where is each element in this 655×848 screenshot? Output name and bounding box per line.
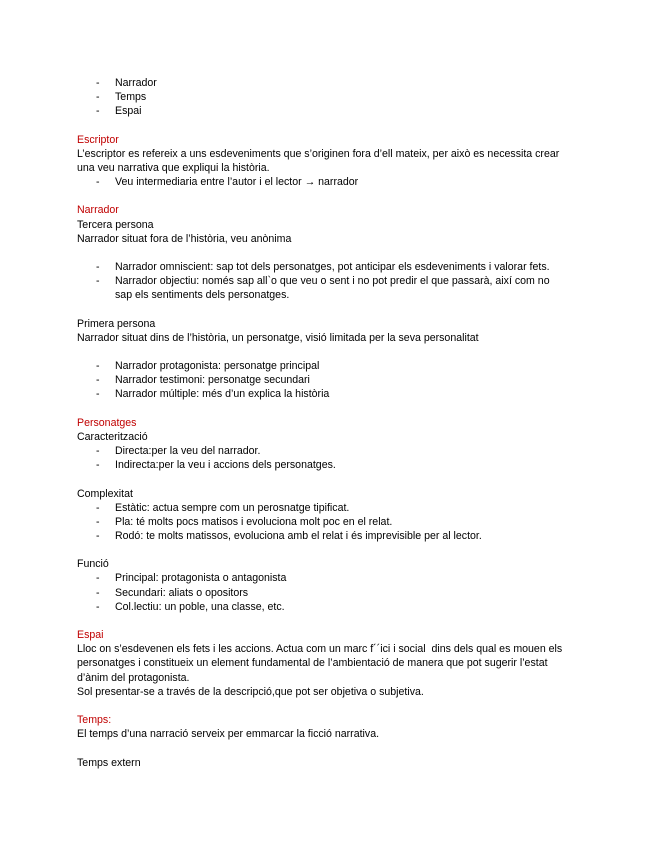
- paragraph-line: una veu narrativa que expliqui la història.: [77, 161, 270, 174]
- paragraph-line: personatges i constitueix un element fundamental de l’ambientació de manera que pot sugerir l’estat: [77, 657, 548, 670]
- spacer: [77, 472, 637, 486]
- list-item-text: Veu intermediaria entre l’autor i el lector → narrador: [115, 176, 359, 189]
- list-marker: -: [96, 530, 100, 542]
- list-item: [77, 458, 637, 472]
- list-item: [77, 501, 637, 515]
- subheading: Caracterització: [77, 430, 148, 443]
- list-item-text: Estàtic: actua sempre com un perosnatge tipificat.: [115, 501, 350, 514]
- list-marker: -: [96, 388, 100, 401]
- list-item: [77, 444, 637, 458]
- spacer: [77, 189, 637, 203]
- paragraph: Sol presentar-se a través de la descripció,que pot ser objetiva o subjetiva.: [77, 685, 424, 698]
- paragraph-line: d’ànim del protagonista.: [77, 671, 190, 684]
- list-item-text: Narrador múltiple: més d’un explica la història: [115, 388, 330, 401]
- list-item: [77, 260, 637, 274]
- spacer: [77, 543, 637, 557]
- spacer: [77, 246, 637, 260]
- list-item: [77, 387, 637, 401]
- list-item: [77, 274, 637, 302]
- list-marker: -: [96, 445, 100, 458]
- list-item-text: Espai: [115, 105, 142, 118]
- list-item: [77, 359, 637, 373]
- intro-list: [77, 76, 637, 118]
- list-item: [77, 586, 637, 600]
- subheading: Primera persona: [77, 317, 156, 330]
- description: Narrador situat dins de l’història, un personatge, visió limitada per la seva personalitat: [77, 331, 479, 344]
- list-item: [77, 104, 637, 118]
- section-personatges: [77, 416, 637, 614]
- list-item-text: Principal: protagonista o antagonista: [115, 572, 287, 585]
- list-marker: -: [96, 105, 100, 118]
- list-item: [77, 373, 637, 387]
- list-marker: -: [96, 459, 100, 472]
- list-marker: -: [96, 374, 100, 387]
- spacer: [77, 345, 637, 359]
- spacer: [77, 614, 637, 628]
- section-heading: Personatges: [77, 416, 137, 429]
- spacer: [77, 118, 637, 132]
- section-narrador: [77, 203, 637, 401]
- list-item: [77, 529, 637, 543]
- list-item: [77, 175, 637, 189]
- subheading: Tercera persona: [77, 218, 154, 231]
- list-item-text: Narrador protagonista: personatge principal: [115, 360, 320, 373]
- spacer: [77, 402, 637, 416]
- list-item-text-continued: sap els sentiments dels personatges.: [115, 289, 290, 302]
- paragraph: El temps d’una narració serveix per emmarcar la ficció narrativa.: [77, 728, 380, 741]
- list-item-text: Narrador omniscient: sap tot dels personatges, pot anticipar els esdeveniments i valorar fets.: [115, 261, 550, 274]
- list-marker: -: [96, 501, 100, 514]
- list-item-text: Secundari: aliats o opositors: [115, 586, 249, 599]
- spacer: [77, 741, 637, 755]
- section-heading: Espai: [77, 629, 104, 642]
- list-item: [77, 600, 637, 614]
- subheading: Complexitat: [77, 487, 133, 500]
- list-marker: -: [96, 360, 100, 373]
- list-item: [77, 571, 637, 585]
- spacer: [77, 303, 637, 317]
- list-item-text: Narrador objectiu: només sap all`o que veu o sent i no pot predir el que passarà, així com no: [115, 275, 550, 288]
- section-espai: [77, 628, 637, 699]
- section-heading: Temps:: [77, 714, 112, 727]
- list-marker: -: [96, 261, 100, 274]
- list-item-text: Narrador testimoni: personatge secundari: [115, 374, 310, 387]
- list-marker: -: [96, 586, 100, 599]
- section-heading: Narrador: [77, 204, 119, 217]
- list-marker: -: [96, 572, 100, 585]
- list-item: [77, 76, 637, 90]
- list-item-text: Temps: [115, 91, 147, 104]
- spacer: [77, 699, 637, 713]
- subheading: Temps extern: [77, 756, 141, 769]
- list-item-text: Rodó: te molts matissos, evoluciona amb el relat i és imprevisible per al lector.: [115, 530, 482, 542]
- list-marker: -: [96, 91, 100, 104]
- list-item-text: Pla: té molts pocs matisos i evoluciona molt poc en el relat.: [115, 515, 393, 528]
- list-item-text: Narrador: [115, 77, 157, 89]
- paragraph-line: Lloc on s’esdevenen els fets i les accions. Actua com un marc f´´ici i social dins dels qual es mouen els: [77, 643, 563, 656]
- section-escriptor: [77, 133, 637, 190]
- list-marker: -: [96, 275, 100, 288]
- section-heading: Escriptor: [77, 133, 119, 146]
- description: Narrador situat fora de l’història, veu anònima: [77, 232, 292, 245]
- section-temps: [77, 713, 637, 770]
- list-marker: -: [96, 77, 100, 89]
- list-item-text: Directa:per la veu del narrador.: [115, 445, 261, 458]
- document-body: [77, 76, 637, 770]
- list-marker: -: [96, 600, 100, 613]
- list-item: [77, 90, 637, 104]
- list-item-text: Col.lectiu: un poble, una classe, etc.: [115, 600, 285, 613]
- list-item: [77, 515, 637, 529]
- list-marker: -: [96, 176, 100, 189]
- paragraph-line: L’escriptor es refereix a uns esdeveniments que s’originen fora d’ell mateix, per això es necessita crear: [77, 147, 560, 160]
- subheading: Funció: [77, 558, 109, 571]
- list-item-text: Indirecta:per la veu i accions dels personatges.: [115, 459, 336, 472]
- list-marker: -: [96, 515, 100, 528]
